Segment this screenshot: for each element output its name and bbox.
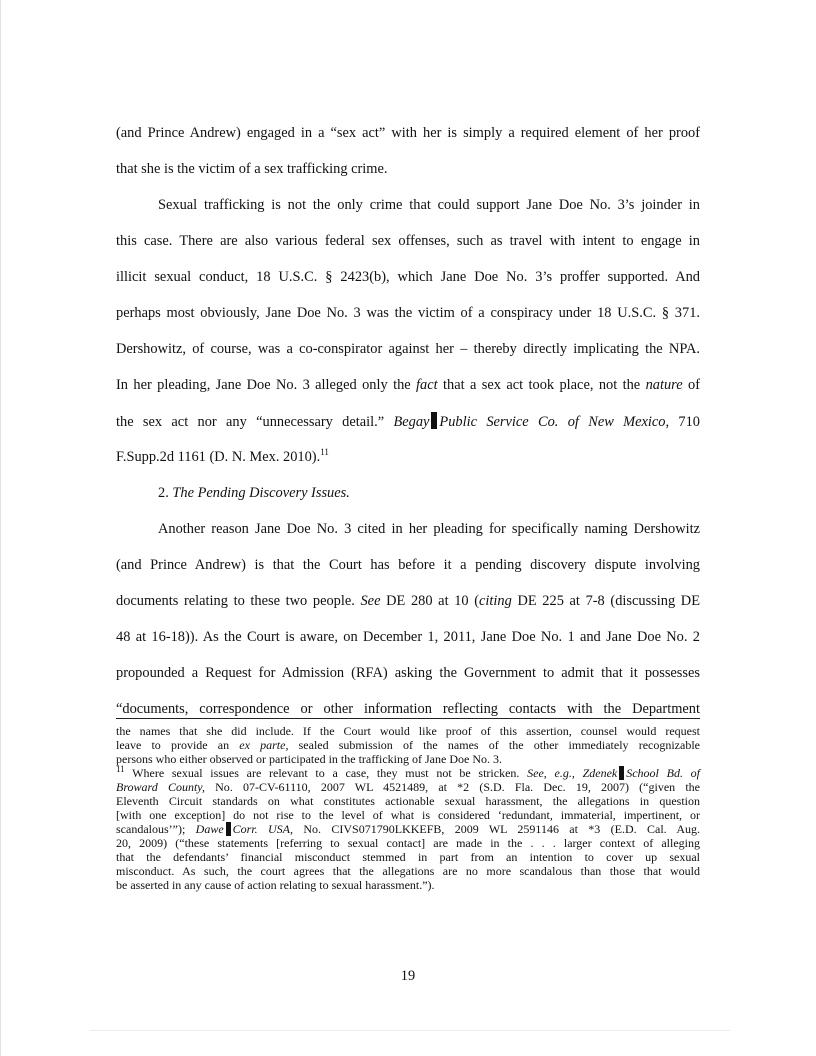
redaction-mark <box>431 412 437 429</box>
text-span: DE 225 at 7-8 (discussing DE <box>511 593 700 609</box>
text-italic: Dawe <box>195 822 224 836</box>
footnote-line <box>116 738 700 752</box>
text-italic: ex parte, <box>239 738 289 752</box>
text-span: No. 07-CV-61110, 2007 WL 4521489, at *2 (S.D. Fla. Dec. 19, 2007) (“given the <box>204 780 700 794</box>
text-line: Dershowitz, of course, was a co-conspirator against her – thereby directly implicating the NPA. <box>116 341 700 357</box>
text-line: perhaps most obviously, Jane Doe No. 3 was the victim of a conspiracy under 18 U.S.C. § 371. <box>116 305 700 321</box>
text-line: this case. There are also various federal sex offenses, such as travel with intent to engage in <box>116 233 700 249</box>
text-italic: See, e.g., Zdenek <box>527 766 618 780</box>
heading-title: The Pending Discovery Issues. <box>172 485 350 501</box>
text-italic: citing <box>479 593 512 609</box>
text-span: No. CIVS071790LKKEFB, 2009 WL 2591146 at *3 (E.D. Cal. Aug. <box>293 822 700 836</box>
footnote-separator <box>116 718 700 719</box>
text-italic: fact <box>416 377 438 393</box>
footnote-11-line <box>116 780 700 794</box>
text-line: Sexual trafficking is not the only crime that could support Jane Doe No. 3’s joinder in <box>158 197 700 213</box>
scan-artifact <box>90 1030 730 1031</box>
text-line: 48 at 16-18)). As the Court is aware, on December 1, 2011, Jane Doe No. 1 and Jane Doe No. 2 <box>116 629 700 645</box>
redaction-mark <box>226 822 231 836</box>
text-line <box>116 412 700 431</box>
text-line: (and Prince Andrew) engaged in a “sex act” with her is simply a required element of her proof <box>116 125 700 141</box>
text-span: , 710 <box>665 414 700 430</box>
text-span: sealed submission of the names of the other immediately recognizable <box>288 738 700 752</box>
text-line <box>116 448 329 466</box>
text-line: propounded a Request for Admission (RFA) asking the Government to admit that it possesses <box>116 665 700 681</box>
footnote-number: 11 <box>116 764 125 774</box>
footnote-11-line: [with one exception] do not rise to the level of what is considered ‘redundant, immaterial, impertinent, or <box>116 808 700 822</box>
footnote-line: persons who either observed or participated in the trafficking of Jane Doe No. 3. <box>116 752 502 766</box>
text-line: that she is the victim of a sex trafficking crime. <box>116 161 388 177</box>
text-italic: School Bd. of <box>626 766 701 780</box>
text-span: scandalous’”); <box>116 822 196 836</box>
section-heading <box>158 484 350 502</box>
page-number: 19 <box>400 968 416 984</box>
text-span: leave to provide an <box>116 738 240 752</box>
text-line: (and Prince Andrew) is that the Court has before it a pending discovery dispute involving <box>116 557 700 573</box>
redaction-mark <box>619 766 624 780</box>
footnote-11-line <box>116 766 700 780</box>
text-line <box>116 592 700 610</box>
footnote-11-line <box>116 822 700 836</box>
text-span: that a sex act took place, not the <box>437 377 646 393</box>
footnote-11-line: be asserted in any cause of action relating to sexual harassment.”). <box>116 878 435 892</box>
text-italic: nature <box>645 377 683 393</box>
text-span: In her pleading, Jane Doe No. 3 alleged only the <box>116 377 417 393</box>
text-line: Another reason Jane Doe No. 3 cited in her pleading for specifically naming Dershowitz <box>158 521 700 537</box>
text-italic: Broward County, <box>116 780 205 794</box>
text-line <box>116 376 700 394</box>
text-italic: Corr. USA, <box>232 822 294 836</box>
heading-number: 2. <box>158 485 173 501</box>
footnote-11-line: misconduct. As such, the court agrees that the allegations are no more scandalous than those that would <box>116 864 700 878</box>
text-span: the sex act nor any “unnecessary detail.” <box>116 414 394 430</box>
text-span: DE 280 at 10 ( <box>380 593 480 609</box>
text-italic: See <box>360 593 381 609</box>
text-span: Where sexual issues are relevant to a case, they must not be stricken. <box>124 766 528 780</box>
footnote-11-line: 20, 2009) (“these statements [referring to sexual contact] are made in the . . . larger context of alleging <box>116 836 700 850</box>
footnote-line: the names that she did include. If the Court would like proof of this assertion, counsel would request <box>116 724 700 738</box>
text-span: of <box>682 377 701 393</box>
text-span: F.Supp.2d 1161 (D. N. Mex. 2010). <box>116 449 321 465</box>
text-line: illicit sexual conduct, 18 U.S.C. § 2423(b), which Jane Doe No. 3’s proffer supported. And <box>116 269 700 285</box>
scan-edge <box>0 0 1 1056</box>
footnote-ref[interactable]: 11 <box>320 447 329 458</box>
text-span: documents relating to these two people. <box>116 593 361 609</box>
case-name: Begay <box>393 414 430 430</box>
footnote-11-line: Eleventh Circuit standards on what constitutes actionable sexual harassment, the allegations in question <box>116 794 700 808</box>
case-name: Public Service Co. of New Mexico <box>439 414 666 430</box>
text-line: “documents, correspondence or other information reflecting contacts with the Department <box>116 701 700 717</box>
footnote-11-line: that the defendants’ financial misconduct stemmed in part from an intention to cover up sexual <box>116 850 700 864</box>
